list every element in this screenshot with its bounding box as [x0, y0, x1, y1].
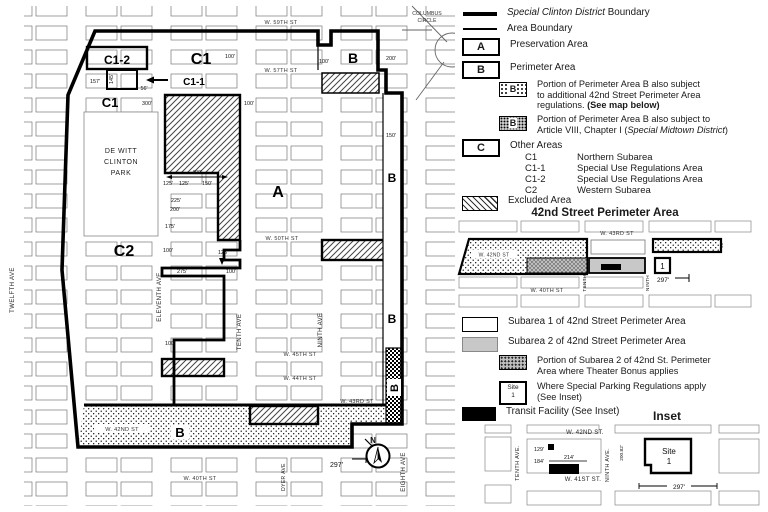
special-parking-text: [537, 381, 706, 402]
pmap-ave-tenth: TENTH: [582, 274, 587, 292]
a-key-box: A: [462, 38, 500, 56]
b-cross-line2: [537, 125, 728, 136]
area-c2: C2: [113, 243, 135, 260]
area-b-mid2: B: [387, 312, 397, 326]
pmap-297-bracket: [675, 274, 689, 282]
dim-56: 56': [140, 86, 148, 92]
area-boundary-label: Area Boundary: [507, 23, 573, 34]
legend-subarea2: [455, 337, 686, 352]
perimeter-area-minimap: [457, 219, 765, 315]
dim-125a: 125': [162, 181, 174, 187]
b-stipple-text: [537, 79, 700, 111]
b-cross-line2c: ): [724, 124, 728, 135]
subarea2-label: Subarea 2 of 42nd Street Perimeter Area: [508, 336, 686, 347]
b-stipple-letter: B: [509, 84, 517, 94]
park-line2: CLINTON: [103, 159, 139, 166]
subarea1-swatch: [462, 317, 498, 332]
area-b-strip: B: [389, 384, 401, 392]
inset-street-42: W. 42ND ST.: [566, 430, 604, 436]
dim-125-50th: 125': [217, 250, 229, 256]
transit-label: Transit Facility (See Inset): [506, 406, 620, 417]
dim-150b: 150': [201, 181, 213, 187]
street-45: W. 45TH ST: [283, 352, 317, 358]
pmap-theater-bonus: [527, 258, 587, 273]
district-boundary-label: [507, 8, 650, 19]
street-40: W. 40TH ST: [183, 476, 217, 482]
dim-100-a: 100': [243, 101, 255, 107]
legend-district-boundary: [455, 8, 650, 19]
b-cross-line2b: Special Midtown District: [627, 124, 725, 135]
area-a: A: [272, 184, 284, 201]
b-cross-swatch: [499, 116, 527, 131]
site-word: Site: [507, 384, 519, 391]
inset-ave-ninth: NINTH AVE.: [605, 447, 611, 483]
dim-200: 200': [385, 56, 397, 62]
inset-ave-tenth: TENTH AVE.: [515, 445, 521, 481]
subarea1-label: Subarea 1 of 42nd Street Perimeter Area: [508, 316, 686, 327]
pmap-ave-ninth: NINTH: [645, 274, 650, 292]
ave-dyer: DYER AVE: [281, 463, 287, 491]
park-line3: PARK: [110, 170, 132, 177]
inset-title: Inset: [653, 409, 682, 423]
dim-100-46: 100': [164, 341, 176, 347]
legend-perimeter: [455, 61, 575, 79]
excluded-block-43rd: [250, 406, 318, 424]
pmap-street-43: W. 43RD ST: [600, 231, 634, 237]
site1-swatch: [499, 381, 527, 405]
legend-preservation: [455, 38, 588, 56]
area-b-top: B: [347, 50, 359, 66]
dim-297: 297': [330, 462, 344, 469]
street-44: W. 44TH ST: [283, 376, 317, 382]
ave-eleventh: ELEVENTH AVE: [157, 272, 163, 322]
street-42: W. 42ND ST: [105, 427, 139, 433]
pmap-transit-facility: [601, 264, 621, 270]
area-c1-2: C1-2: [103, 53, 131, 67]
inset-dim-129: 129': [533, 447, 545, 453]
dim-175: 175': [164, 224, 176, 230]
parking-line1: Where Special Parking Regulations apply: [537, 381, 707, 391]
inset-site1-box: [645, 439, 691, 473]
dim-125b: 125': [178, 181, 190, 187]
pmap-dim-297: 297': [657, 277, 670, 284]
street-43: W. 43RD ST: [340, 399, 374, 405]
pmap-east-strip: [653, 239, 721, 252]
b-stipple-line3: [537, 100, 700, 111]
parking-line2: (See Inset): [537, 391, 582, 402]
c-item-code: C1-1: [525, 163, 546, 174]
dim-100-b: 100': [318, 59, 330, 65]
perimeter-area-heading: 42nd Street Perimeter Area: [531, 207, 679, 219]
c-subarea-list: [525, 152, 703, 196]
c-item-label: Northern Subarea: [577, 152, 653, 163]
b-cross-line2a: Article VIII, Chapter I (: [537, 124, 628, 135]
subarea2-swatch: [462, 337, 498, 352]
b-cross-text: [537, 114, 728, 135]
dim-100-c1: 100': [224, 54, 236, 60]
dim-300: 300': [141, 101, 153, 107]
site-num: 1: [511, 392, 515, 399]
area-b-mid1: B: [387, 171, 397, 185]
area-c1-left: C1: [101, 95, 119, 110]
compass-n-label: N: [370, 436, 376, 445]
b-stipple-line3-bold: (See map below): [587, 100, 660, 110]
area-b-bottom: B: [175, 425, 185, 440]
inset-dim-200-82: 200.82': [620, 445, 625, 461]
b-stipple-swatch: [499, 82, 527, 97]
perimeter-label: Perimeter Area: [510, 62, 576, 73]
inset-dim-214: 214': [563, 455, 575, 461]
dim-150: 150': [385, 133, 397, 139]
ave-ninth: NINTH AVE: [318, 312, 324, 348]
b-stipple-line1: Portion of Perimeter Area B also subject: [537, 79, 700, 89]
street-57: W. 57TH ST: [264, 68, 298, 74]
columbus-line1: COLUMBUS: [412, 11, 442, 17]
legend-transit: [455, 407, 619, 421]
dim-157: 157': [89, 79, 101, 85]
inset-minimap: [483, 423, 765, 509]
theater-bonus-text: [537, 355, 711, 376]
district-boundary-italic: Special Clinton District: [507, 7, 606, 18]
pmap-block-n42: [591, 240, 645, 254]
dim-100-275: 100': [225, 269, 237, 275]
theater-bonus-swatch: [499, 355, 527, 370]
pmap-site1-label: 1: [660, 262, 665, 271]
ave-eighth: EIGHTH AVE: [401, 452, 407, 492]
c-item-label: Special Use Regulations Area: [577, 174, 703, 185]
area-c1-1: C1-1: [183, 77, 205, 88]
transit-swatch: [462, 407, 496, 421]
legend-subarea1: [455, 317, 686, 332]
thick-line-swatch: [463, 12, 497, 16]
inset-dim-297: 297': [672, 484, 686, 491]
preservation-label: Preservation Area: [510, 39, 588, 50]
pmap-street-40: W. 40TH ST: [530, 288, 564, 294]
c-item-code: C1-2: [525, 174, 546, 185]
dim-145: 145': [109, 73, 115, 85]
b-cross-letter: B: [509, 118, 517, 128]
inset-transit-small: [548, 444, 554, 450]
b-key-box: B: [462, 61, 500, 79]
c-item: [525, 152, 703, 163]
theater-line1: Portion of Subarea 2 of 42nd St. Perimeter: [537, 355, 711, 365]
pmap-dim-90: 90': [719, 242, 724, 248]
b-stipple-line2: to additional 42nd Street Perimeter Area: [537, 89, 701, 100]
inset-site-num: 1: [666, 457, 672, 466]
thin-line-swatch: [463, 28, 497, 30]
excluded-label: Excluded Area: [508, 195, 572, 206]
legend-b-stipple: [455, 79, 700, 111]
c-key-box: C: [462, 139, 500, 157]
inset-dim-184: 184': [533, 459, 545, 465]
park-line1: DE WITT: [104, 148, 138, 155]
street-59: W. 59TH ST: [264, 20, 298, 26]
dim-225: 225': [170, 198, 182, 204]
inset-street-41: W. 41ST ST.: [564, 477, 602, 483]
legend-area-boundary: [455, 24, 572, 35]
c-item-code: C2: [525, 185, 538, 196]
b-stipple-line3-pre: regulations.: [537, 100, 588, 110]
street-50: W. 50TH ST: [265, 236, 299, 242]
dim-275: 275': [176, 269, 188, 275]
ave-tenth: TENTH AVE: [237, 313, 243, 351]
dim-100-50th: 100': [162, 248, 174, 254]
theater-line2: Area where Theater Bonus applies: [537, 365, 679, 376]
inset-transit-facility: [549, 464, 579, 474]
legend-special-parking: [455, 381, 706, 405]
district-boundary-rest: Boundary: [605, 7, 650, 18]
c-item-label: Special Use Regulations Area: [577, 163, 703, 174]
c-item: [525, 163, 703, 174]
columbus-line2: CIRCLE: [417, 18, 437, 24]
dim-200b: 200': [169, 207, 181, 213]
ave-twelfth: TWELFTH AVE: [10, 267, 16, 313]
c-item: [525, 174, 703, 185]
legend: [455, 0, 768, 512]
b-cross-line1: Portion of Perimeter Area B also subject to: [537, 114, 711, 124]
area-c1-top: C1: [190, 51, 212, 68]
inset-blocks: [485, 425, 759, 505]
other-areas-label: Other Areas: [510, 140, 563, 151]
dim-400: 400': [191, 170, 203, 176]
c-item-label: Western Subarea: [577, 185, 651, 196]
legend-b-cross: [455, 114, 728, 135]
legend-theater-bonus: [455, 355, 711, 376]
pmap-street-42: W. 42ND ST: [478, 252, 510, 259]
inset-site-word: Site: [662, 447, 676, 456]
c-item-code: C1: [525, 152, 538, 163]
